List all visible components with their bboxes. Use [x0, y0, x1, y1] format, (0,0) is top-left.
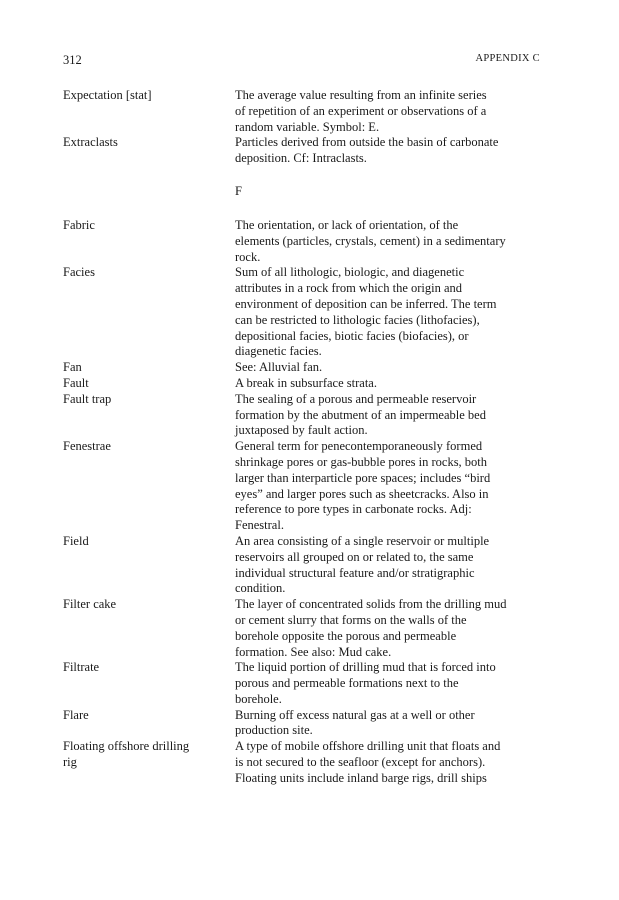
glossary-entry: [63, 597, 540, 660]
glossary-term: [63, 660, 235, 707]
definition-line: is not secured to the seafloor (except for anchors).: [235, 755, 486, 770]
definition-line: elements (particles, crystals, cement) in a sedimentary: [235, 233, 506, 248]
glossary-term: [63, 360, 235, 376]
definition-line: Floating units include inland barge rigs, drill ships: [235, 770, 487, 785]
glossary-term: [63, 392, 235, 439]
section-letter: F: [235, 183, 242, 198]
definition-line: or cement slurry that forms on the walls of the: [235, 612, 467, 627]
definition-line: A break in subsurface strata.: [235, 375, 377, 390]
definition-line: The orientation, or lack of orientation, of the: [235, 217, 459, 232]
definition-line: The liquid portion of drilling mud that is forced into: [235, 660, 496, 675]
definition-line: reservoirs all grouped on or related to, the same: [235, 549, 474, 564]
term-line: Expectation [stat]: [63, 88, 152, 102]
definition-line: can be restricted to lithologic facies (lithofacies),: [235, 312, 480, 327]
glossary-entry: [63, 534, 540, 597]
glossary-entry: [63, 439, 540, 534]
glossary-definition: [235, 534, 540, 597]
glossary-entry: [63, 708, 540, 740]
term-line: Field: [63, 533, 89, 548]
definition-line: borehole.: [235, 691, 282, 706]
glossary: [63, 88, 540, 787]
definition-line: depositional facies, biotic facies (biofacies), or: [235, 328, 469, 343]
definition-line: production site.: [235, 723, 313, 738]
term-line: Fault: [63, 375, 89, 390]
glossary-term: [63, 534, 235, 597]
term-line: Filter cake: [63, 597, 117, 612]
definition-line: formation. See also: Mud cake.: [235, 644, 392, 659]
term-line: Fault trap: [63, 391, 112, 406]
glossary-entry: [63, 218, 540, 265]
glossary-entry: [63, 660, 540, 707]
page-header: [63, 53, 540, 71]
definition-line: of repetition of an experiment or observations of a: [235, 103, 487, 118]
definition-line: rock.: [235, 249, 261, 264]
glossary-definition: [235, 708, 540, 740]
glossary-term: [63, 265, 235, 360]
definition-line: Burning off excess natural gas at a well or other: [235, 707, 475, 722]
definition-line: larger than interparticle pore spaces; includes “bird: [235, 470, 491, 485]
page-number: 312: [63, 53, 82, 67]
term-line: Fan: [63, 360, 82, 375]
definition-line: individual structural feature and/or stratigraphic: [235, 565, 475, 580]
definition-line: formation by the abutment of an impermeable bed: [235, 407, 486, 422]
term-line: Fabric: [63, 217, 95, 232]
glossary-term: [63, 135, 235, 167]
glossary-term: [63, 739, 235, 786]
definition-line: diagenetic facies.: [235, 344, 322, 359]
definition-line: General term for penecontemporaneously formed: [235, 439, 483, 454]
glossary-definition: [235, 360, 540, 376]
term-line: Floating offshore drilling: [63, 739, 190, 754]
definition-line: deposition. Cf: Intraclasts.: [235, 151, 367, 166]
glossary-definition: [235, 392, 540, 439]
glossary-term: [63, 88, 235, 135]
glossary-term: [63, 708, 235, 740]
glossary-definition: [235, 218, 540, 265]
definition-line: environment of deposition can be inferred. The term: [235, 296, 497, 311]
definition-line: shrinkage pores or gas-bubble pores in rocks, both: [235, 454, 488, 469]
definition-line: Fenestral.: [235, 518, 284, 533]
running-head: APPENDIX C: [475, 53, 540, 64]
term-line: Extraclasts: [63, 135, 118, 150]
term-line: rig: [63, 755, 77, 770]
definition-line: random variable. Symbol: E.: [235, 119, 380, 134]
glossary-definition: [235, 660, 540, 707]
glossary-entry: [63, 392, 540, 439]
definition-line: attributes in a rock from which the origin and: [235, 281, 463, 296]
term-line: Facies: [63, 265, 95, 280]
glossary-entry: [63, 376, 540, 392]
definition-line: The sealing of a porous and permeable reservoir: [235, 391, 477, 406]
definition-line: juxtaposed by fault action.: [235, 423, 368, 438]
term-line: Flare: [63, 707, 89, 722]
glossary-definition: [235, 376, 540, 392]
glossary-entry: [63, 265, 540, 360]
glossary-entry: [63, 135, 540, 167]
definition-line: A type of mobile offshore drilling unit that floats and: [235, 739, 501, 754]
glossary-term: [63, 597, 235, 660]
glossary-entries-e: [63, 88, 540, 167]
glossary-definition: [235, 597, 540, 660]
definition-line: porous and permeable formations next to the: [235, 676, 459, 691]
definition-line: borehole opposite the porous and permeable: [235, 628, 457, 643]
glossary-term: [63, 218, 235, 265]
definition-line: reference to pore types in carbonate rocks. Adj:: [235, 502, 472, 517]
definition-line: See: Alluvial fan.: [235, 360, 323, 375]
definition-line: eyes” and larger pores such as sheetcracks. Also in: [235, 486, 489, 501]
glossary-definition: [235, 88, 540, 135]
definition-line: The average value resulting from an infinite series: [235, 88, 487, 102]
glossary-entry: [63, 360, 540, 376]
definition-line: Particles derived from outside the basin of carbonate: [235, 135, 499, 150]
term-line: Filtrate: [63, 660, 100, 675]
definition-line: Sum of all lithologic, biologic, and diagenetic: [235, 265, 465, 280]
definition-line: The layer of concentrated solids from the drilling mud: [235, 597, 507, 612]
glossary-term: [63, 439, 235, 534]
glossary-entry: [63, 88, 540, 135]
glossary-definition: [235, 135, 540, 167]
glossary-definition: [235, 739, 540, 786]
definition-line: condition.: [235, 581, 286, 596]
glossary-term: [63, 376, 235, 392]
definition-line: An area consisting of a single reservoir or multiple: [235, 533, 490, 548]
glossary-entry: [63, 739, 540, 786]
term-line: Fenestrae: [63, 439, 111, 454]
glossary-definition: [235, 439, 540, 534]
glossary-definition: [235, 265, 540, 360]
glossary-entries-f: [63, 218, 540, 787]
